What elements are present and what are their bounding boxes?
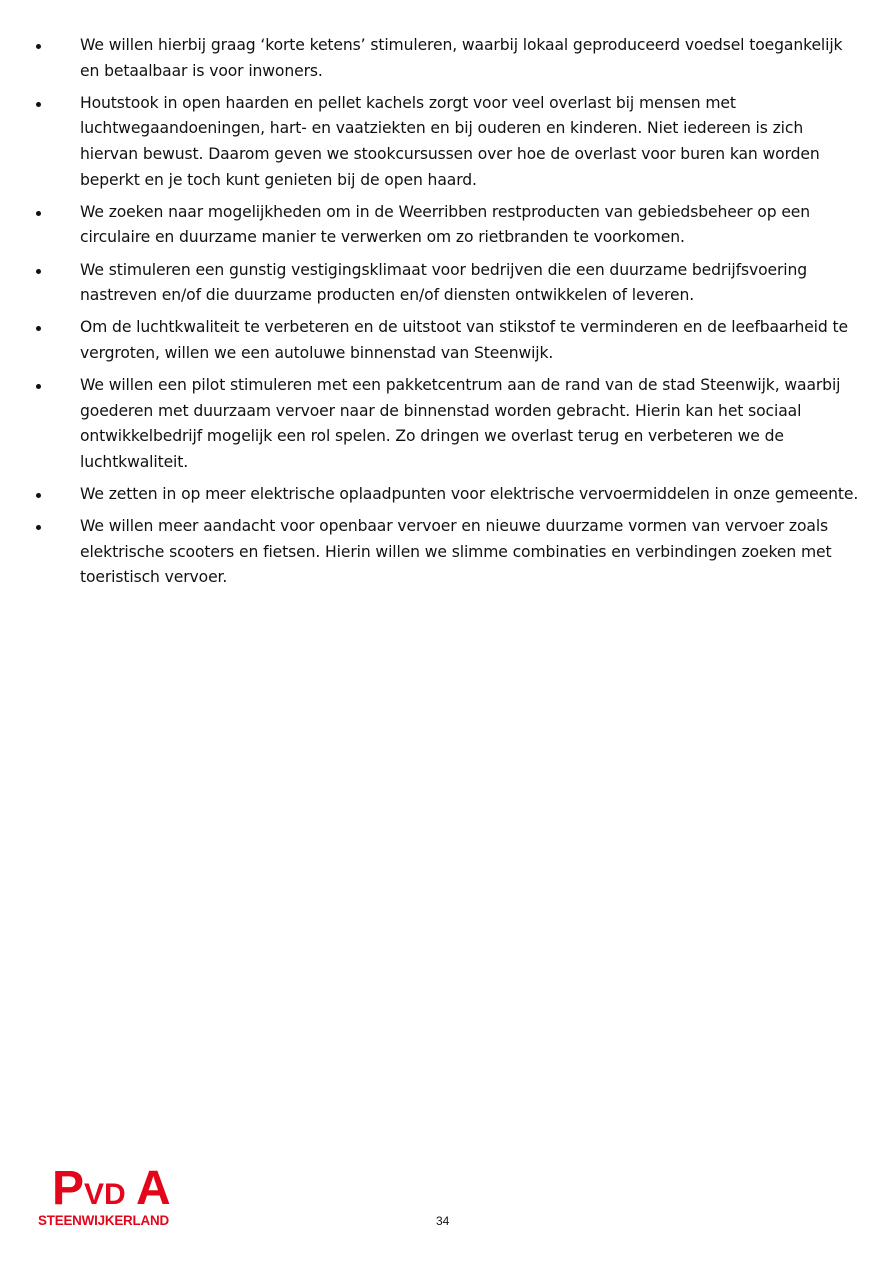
list-item-text: We stimuleren een gunstig vestigingsklimaat voor bedrijven die een duurzame bedrijfsvoering nastreven en/of die duurzame producten en/of diensten ontwikkelen of leveren. <box>80 260 808 305</box>
pvda-wordmark <box>52 1160 192 1212</box>
list-item-text: We willen een pilot stimuleren met een pakketcentrum aan de rand van de stad Steenwijk, waarbij goederen met duurzaam vervoer naar de binnenstad worden gebracht. Hierin kan het sociaal ontwikkelbedrijf mogelijk een rol spelen. Zo dringen we overlast terug en verbeteren we de luchtkwaliteit. <box>80 376 841 471</box>
logo-subtitle: STEENWIJKERLAND <box>38 1213 169 1228</box>
bullet-icon <box>36 269 41 274</box>
list-item-text: We zoeken naar mogelijkheden om in de Weerribben restproducten van gebiedsbeheer op een circulaire en duurzame manier te verwerken om zo rietbranden te voorkomen. <box>80 202 811 247</box>
list-item-text: Om de luchtkwaliteit te verbeteren en de uitstoot van stikstof te verminderen en de leefbaarheid te vergroten, willen we een autoluwe binnenstad van Steenwijk. <box>80 318 848 362</box>
bullet-icon <box>36 493 41 498</box>
list-item <box>36 258 862 309</box>
svg-text:A: A <box>136 1162 171 1212</box>
list-item-text: We willen hierbij graag ‘korte ketens’ stimuleren, waarbij lokaal geproduceerd voedsel toegankelijk en betaalbaar is voor inwoners. <box>80 36 843 80</box>
page-number: 34 <box>436 1214 450 1228</box>
bullet-icon <box>36 326 41 331</box>
bullet-icon <box>36 525 41 530</box>
bullet-icon <box>36 102 41 107</box>
list-item <box>36 200 862 251</box>
list-item <box>36 373 862 475</box>
list-item-text: Houtstook in open haarden en pellet kachels zorgt voor veel overlast bij mensen met luchtwegaandoeningen, hart- en vaatziekten en bij ouderen en kinderen. Niet iedereen is zich hiervan bewust. Daarom geven we stookcursussen over hoe de overlast voor buren kan worden beperkt en je toch kunt genieten bij de open haard. <box>80 93 820 189</box>
bullet-list <box>36 33 862 598</box>
pvda-logo <box>36 1160 206 1232</box>
list-item <box>36 482 862 508</box>
list-item <box>36 514 862 591</box>
list-item-text: We zetten in op meer elektrische oplaadpunten voor elektrische vervoermiddelen in onze gemeente. <box>80 485 859 504</box>
bullet-icon <box>36 44 41 49</box>
svg-text:P: P <box>52 1162 85 1212</box>
svg-text:VD: VD <box>84 1178 126 1211</box>
list-item <box>36 91 862 193</box>
list-item-text: We willen meer aandacht voor openbaar vervoer en nieuwe duurzame vormen van vervoer zoals elektrische scooters en fietsen. Hierin willen we slimme combinaties en verbindingen zoeken met toeristisch vervoer. <box>80 517 832 587</box>
bullet-icon <box>36 211 41 216</box>
list-item <box>36 315 862 366</box>
list-item <box>36 33 862 84</box>
bullet-icon <box>36 384 41 389</box>
